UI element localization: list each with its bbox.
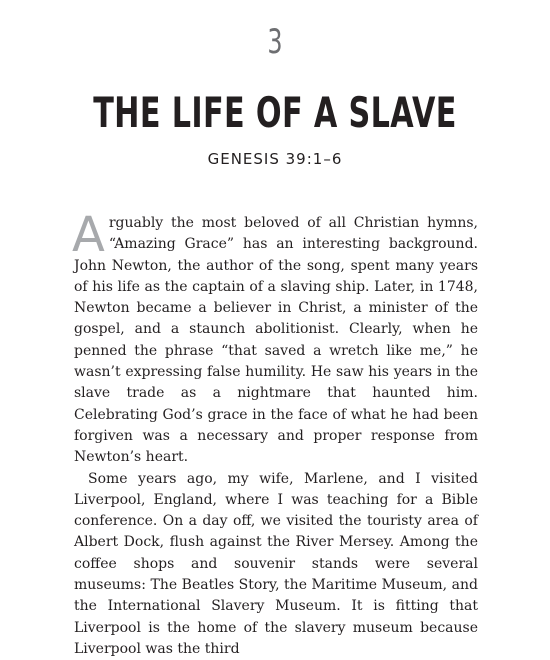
paragraph-1-text: rguably the most beloved of all Christian hymns, “Amazing Grace” has an interesting background. John Newton, the author of the song, spent many years of his life as the captain of a slaving ship. Later, in 1748, Newton became a believer in Christ, a minister of the gospel, and a staunch abolitionist. Clearly, when he penned the phrase “that saved a wretch like me,” he wasn’t expressing false humility. He saw his years in the slave trade as a nightmare that haunted him. Celebrating God’s grace in the face of what he had been forgiven was a necessary and proper response from Newton’s heart. bbox=[74, 215, 478, 466]
scripture-reference: GENESIS 39:1–6 bbox=[207, 150, 343, 168]
paragraph-1 bbox=[72, 207, 478, 469]
chapter-body bbox=[72, 207, 478, 660]
chapter-number: 3 bbox=[267, 22, 283, 62]
chapter-title: THE LIFE OF A SLAVE bbox=[93, 88, 457, 137]
paragraph-2: Some years ago, my wife, Marlene, and I visited Liverpool, England, where I was teaching for a Bible conference. On a day off, we visited the touristy area of Albert Dock, flush against the River Mersey. Among the coffee shops and souvenir stands were several museums: The Beatles Story, the Maritime Museum, and the International Slavery Museum. It is fitting that Liverpool is the home of the slavery museum because Liverpool was the third bbox=[74, 470, 478, 657]
drop-cap: A bbox=[72, 207, 105, 263]
